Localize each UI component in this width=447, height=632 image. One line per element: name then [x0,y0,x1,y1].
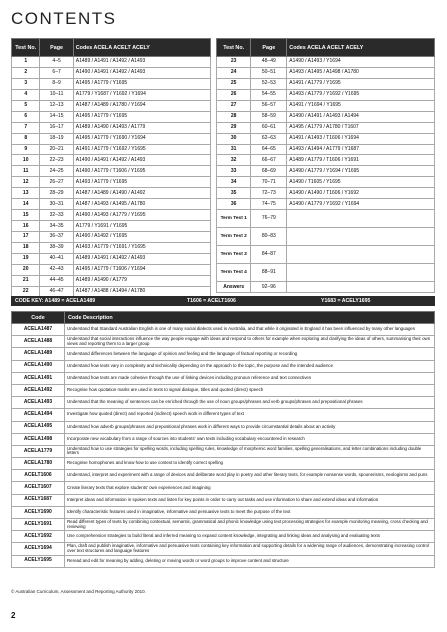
code-description: Understand, interpret and experiment with a range of devices and deliberate word play in poetry and other literary texts, for example nonsense words, spoonerisms, neologisms and puns [65,470,435,482]
test-row [12,111,211,122]
test-page: 52–53 [251,78,287,89]
test-codes [287,246,435,264]
test-page: 76–79 [251,210,287,228]
test-page: 64–65 [251,144,287,155]
test-codes: A1487 / A1489 / A1490 / A1492 [73,188,210,199]
test-codes: A1490 / A1491 / A1493 / A1494 [287,111,435,122]
code-key-y: Y1683 = ACELY1695 [321,298,371,304]
code-description: Understand that Standard Australian English is one of many social dialects used in Australia, and that while it originated in England it has been influenced by many other languages [65,324,435,336]
code-id: ACELY1694 [12,543,65,555]
test-codes: A1489 / A1491 / A1492 / A1493 [73,57,210,68]
test-row [217,188,435,199]
code-id: ACELA1490 [12,360,65,372]
test-page: 54–55 [251,89,287,100]
test-no: 35 [217,188,251,199]
test-page: 62–63 [251,133,287,144]
test-no: 13 [12,188,40,199]
test-page: 38–39 [40,242,73,253]
col-test-no: Test No. [12,39,40,57]
test-no: 4 [12,89,40,100]
code-id: ACELA1491 [12,372,65,384]
code-description: Reread and edit for meaning by adding, deleting or moving words or word groups to improve content and structure [65,555,435,567]
test-row [12,155,211,166]
code-row [12,409,435,421]
test-no: 30 [217,133,251,144]
test-no: 1 [12,57,40,68]
test-codes: A1490 / A1779 / T1606 / Y1695 [73,166,210,177]
tests-table-left [11,38,211,298]
code-row [12,372,435,384]
code-description-table [11,311,435,568]
test-no: 17 [12,232,40,243]
code-id: ACELA1498 [12,433,65,445]
code-id: ACELT1606 [12,470,65,482]
test-codes: A1493 / A1494 / A1779 / Y1687 [287,144,435,155]
test-row [217,111,435,122]
test-no: 10 [12,155,40,166]
code-row [12,494,435,506]
code-description: Plan, draft and publish imaginative, informative and persuasive texts containing key information and supporting details for a widening range of audiences, demonstrating increasing control over text structures and language features [65,543,435,555]
code-description: Incorporate new vocabulary from a range of sources into students' own texts including vocabulary encountered in research [65,433,435,445]
code-id: ACELA1780 [12,458,65,470]
test-no: 14 [12,199,40,210]
test-codes: A1495 / A1779 / Y1695 [73,111,210,122]
test-row [217,264,435,282]
test-codes: A1489 / A1779 / T1606 / Y1691 [287,155,435,166]
test-row [217,100,435,111]
test-no: 11 [12,166,40,177]
code-row [12,348,435,360]
code-description: Recognise how quotation marks are used in texts to signal dialogue, titles and quoted (direct) speech [65,384,435,396]
test-row [12,100,211,111]
test-row [12,210,211,221]
test-codes: A1490 / A1493 / A1779 / Y1695 [73,210,210,221]
test-row [217,67,435,78]
test-no: 34 [217,177,251,188]
test-page: 20–21 [40,144,73,155]
test-no: 9 [12,144,40,155]
code-id: ACELA1489 [12,348,65,360]
test-codes: A1779 / Y1687 / Y1692 / Y1694 [73,89,210,100]
test-row [217,133,435,144]
code-row [12,470,435,482]
test-no: 36 [217,199,251,210]
test-page: 48–49 [251,57,287,68]
code-description: Read different types of texts by combining contextual, semantic, grammatical and phonic knowledge using text processing strategies for example monitoring meaning, cross checking and reviewing [65,519,435,531]
col-code: Code [12,312,65,324]
test-page: 56–57 [251,100,287,111]
test-row [217,144,435,155]
test-row [217,199,435,210]
test-row [217,57,435,68]
page-title: CONTENTS [11,9,117,28]
test-row [12,78,211,89]
code-row [12,482,435,494]
test-row [12,177,211,188]
test-row [12,221,211,232]
test-page: 32–33 [40,210,73,221]
test-no: 7 [12,122,40,133]
test-codes: A1491 / A1779 / Y1692 / Y1695 [73,144,210,155]
test-row [12,89,211,100]
test-codes: A1489 / A1491 / A1492 / A1493 [73,253,210,264]
test-codes: A1495 / A1779 / Y1690 / Y1694 [73,133,210,144]
test-row [217,228,435,246]
code-id: ACELY1687 [12,494,65,506]
test-row [217,282,435,293]
code-row [12,506,435,518]
col-page: Page [251,39,287,57]
test-no: 12 [12,177,40,188]
test-codes [287,228,435,246]
test-no: 19 [12,253,40,264]
test-no: Answers [217,282,251,293]
test-no: Term Test 1 [217,210,251,228]
col-codes: Codes ACELA ACELT ACELY [73,39,210,57]
test-page: 68–69 [251,166,287,177]
code-id: ACELT1607 [12,482,65,494]
test-no: 23 [217,57,251,68]
test-codes: A1489 / A1490 / A1779 [73,275,210,286]
test-codes: A1495 / A1779 / A1780 / T1607 [287,122,435,133]
test-codes: A1779 / Y1691 / Y1695 [73,221,210,232]
test-row [12,144,211,155]
test-no: 18 [12,242,40,253]
test-codes [287,264,435,282]
test-page: 74–75 [251,199,287,210]
code-id: ACELY1695 [12,555,65,567]
test-codes: A1491 / Y1694 / Y1695 [287,100,435,111]
test-codes: A1487 / A1489 / A1780 / Y1694 [73,100,210,111]
code-row [12,397,435,409]
test-codes: A1490 / A1491 / A1492 / A1493 [73,155,210,166]
test-no: 22 [12,286,40,297]
test-page: 6–7 [40,67,73,78]
test-no: 2 [12,67,40,78]
col-test-no: Test No. [217,39,251,57]
code-key-label: CODE KEY: A1489 = ACELA1489 [15,298,96,304]
code-row [12,543,435,555]
code-id: ACELA1487 [12,324,65,336]
test-row [217,122,435,133]
test-page: 30–31 [40,199,73,210]
code-description: Understand how to use strategies for spelling words, including spelling rules, knowledge of morphemic word families, spelling generalisations, and letter combinations including double letters [65,445,435,457]
test-row [12,188,211,199]
test-codes: A1489 / A1490 / A1493 / A1779 [73,122,210,133]
test-row [217,210,435,228]
test-page: 4–5 [40,57,73,68]
test-page: 22–23 [40,155,73,166]
test-row [217,89,435,100]
test-codes: A1490 / A1490 / T1606 / Y1692 [287,188,435,199]
test-no: 29 [217,122,251,133]
test-codes: A1491 / A1779 / Y1695 [287,78,435,89]
test-page: 36–37 [40,232,73,243]
test-row [12,57,211,68]
col-code-description: Code Description [65,312,435,324]
test-row [217,177,435,188]
test-codes: A1490 / T1605 / Y1695 [287,177,435,188]
test-page: 84–87 [251,246,287,264]
test-page: 18–19 [40,133,73,144]
test-row [12,275,211,286]
test-codes: A1490 / A1493 / Y1694 [287,57,435,68]
test-no: 21 [12,275,40,286]
code-row [12,458,435,470]
code-description: Understand that the meaning of sentences can be enriched through the use of noun groups/phrases and verb groups/phrases and prepositional phrases [65,397,435,409]
test-row [12,242,211,253]
test-codes: A1495 / A1779 / T1606 / Y1694 [73,264,210,275]
test-page: 12–13 [40,100,73,111]
test-no: 24 [217,67,251,78]
code-id: ACELA1779 [12,445,65,457]
test-codes: A1490 / A1492 / Y1695 [73,232,210,243]
code-id: ACELY1690 [12,506,65,518]
test-no: 16 [12,221,40,232]
test-page: 8–9 [40,78,73,89]
col-codes: Codes ACELA ACELT ACELY [287,39,435,57]
test-page: 66–67 [251,155,287,166]
test-no: 28 [217,111,251,122]
code-description: Create literary texts that explore students' own experiences and imagining [65,482,435,494]
test-no: 5 [12,100,40,111]
test-no: 15 [12,210,40,221]
code-description: Use comprehension strategies to build literal and inferred meaning to expand content knowledge, integrating and linking ideas and analysing and evaluating texts [65,531,435,543]
code-row [12,384,435,396]
test-row [217,246,435,264]
test-row [12,166,211,177]
code-row [12,360,435,372]
test-codes [287,282,435,293]
test-codes: A1491 / A1493 / T1606 / Y1694 [287,133,435,144]
code-row [12,421,435,433]
test-codes: A1493 / A1779 / Y1692 / Y1695 [287,89,435,100]
test-row [12,122,211,133]
test-no: 20 [12,264,40,275]
test-page: 50–51 [251,67,287,78]
test-no: 3 [12,78,40,89]
code-id: ACELA1494 [12,409,65,421]
code-description: Interpret ideas and information in spoken texts and listen for key points in order to carry out tasks and use information to share and extend ideas and information [65,494,435,506]
test-page: 34–35 [40,221,73,232]
test-page: 42–43 [40,264,73,275]
test-page: 28–29 [40,188,73,199]
test-codes: A1495 / A1779 / Y1695 [73,78,210,89]
code-key-bar [11,296,435,306]
code-row [12,433,435,445]
test-page: 92–96 [251,282,287,293]
test-codes: A1490 / A1491 / A1492 / A1493 [73,67,210,78]
test-no: 33 [217,166,251,177]
code-row [12,519,435,531]
test-no: 26 [217,89,251,100]
code-id: ACELY1692 [12,531,65,543]
test-no: Term Test 3 [217,246,251,264]
code-row [12,336,435,348]
test-row [217,166,435,177]
code-id: ACELA1493 [12,397,65,409]
code-description: Understand how texts are made cohesive through the use of linking devices including pronoun reference and text connectives [65,372,435,384]
test-page: 40–41 [40,253,73,264]
code-id: ACELA1495 [12,421,65,433]
test-codes: A1487 / A1488 / A1494 / A1780 [73,286,210,297]
code-id: ACELA1488 [12,336,65,348]
test-row [12,199,211,210]
tests-table-right [216,38,435,293]
test-no: 25 [217,78,251,89]
test-codes: A1493 / A1779 / Y1691 / Y1695 [73,242,210,253]
test-codes: A1493 / A1495 / A1498 / A1780 [287,67,435,78]
col-page: Page [40,39,73,57]
test-page: 60–61 [251,122,287,133]
code-row [12,531,435,543]
test-row [217,155,435,166]
code-id: ACELY1691 [12,519,65,531]
test-no: 27 [217,100,251,111]
test-page: 46–47 [40,286,73,297]
code-description: Understand how adverb groups/phrases and prepositional phrases work in different ways to provide circumstantial details about an activity [65,421,435,433]
code-description: Understand how texts vary in complexity and technicality depending on the approach to the topic, the purpose and the intended audience [65,360,435,372]
test-page: 24–25 [40,166,73,177]
test-page: 80–83 [251,228,287,246]
test-no: 32 [217,155,251,166]
test-page: 70–71 [251,177,287,188]
test-page: 58–59 [251,111,287,122]
test-no: Term Test 4 [217,264,251,282]
test-page: 26–27 [40,177,73,188]
test-codes: A1490 / A1779 / Y1694 / Y1695 [287,166,435,177]
code-row [12,324,435,336]
page-number: 2 [11,611,16,620]
test-row [12,264,211,275]
test-page: 72–73 [251,188,287,199]
test-page: 88–91 [251,264,287,282]
test-row [12,133,211,144]
test-row [12,67,211,78]
code-row [12,445,435,457]
code-id: ACELA1492 [12,384,65,396]
copyright-notice: © Australian Curriculum, Assessment and Reporting Authority 2010. [11,589,146,594]
test-no: 8 [12,133,40,144]
test-codes [287,210,435,228]
code-key-t: T1606 = ACELT1606 [187,298,236,304]
test-no: 31 [217,144,251,155]
test-page: 10–11 [40,89,73,100]
test-codes: A1487 / A1493 / A1495 / A1780 [73,199,210,210]
code-description: Investigate how quoted (direct) and reported (indirect) speech work in different types of text [65,409,435,421]
test-codes: A1490 / A1779 / Y1692 / Y1694 [287,199,435,210]
test-page: 14–15 [40,111,73,122]
test-row [12,232,211,243]
code-description: Understand that social interactions influence the way people engage with ideas and respond to others for example when exploring and clarifying the ideas of others, summarising their own views and reporting them to a larger group [65,336,435,348]
code-description: Identify characteristic features used in imaginative, informative and persuasive texts to meet the purpose of the text [65,506,435,518]
test-page: 16–17 [40,122,73,133]
test-no: 6 [12,111,40,122]
test-page: 44–45 [40,275,73,286]
code-row [12,555,435,567]
test-row [217,78,435,89]
test-row [12,253,211,264]
code-description: Understand differences between the language of opinion and feeling and the language of factual reporting or recording [65,348,435,360]
test-codes: A1493 / A1779 / Y1695 [73,177,210,188]
code-description: Recognise homophones and know how to use context to identify correct spelling [65,458,435,470]
test-no: Term Test 2 [217,228,251,246]
